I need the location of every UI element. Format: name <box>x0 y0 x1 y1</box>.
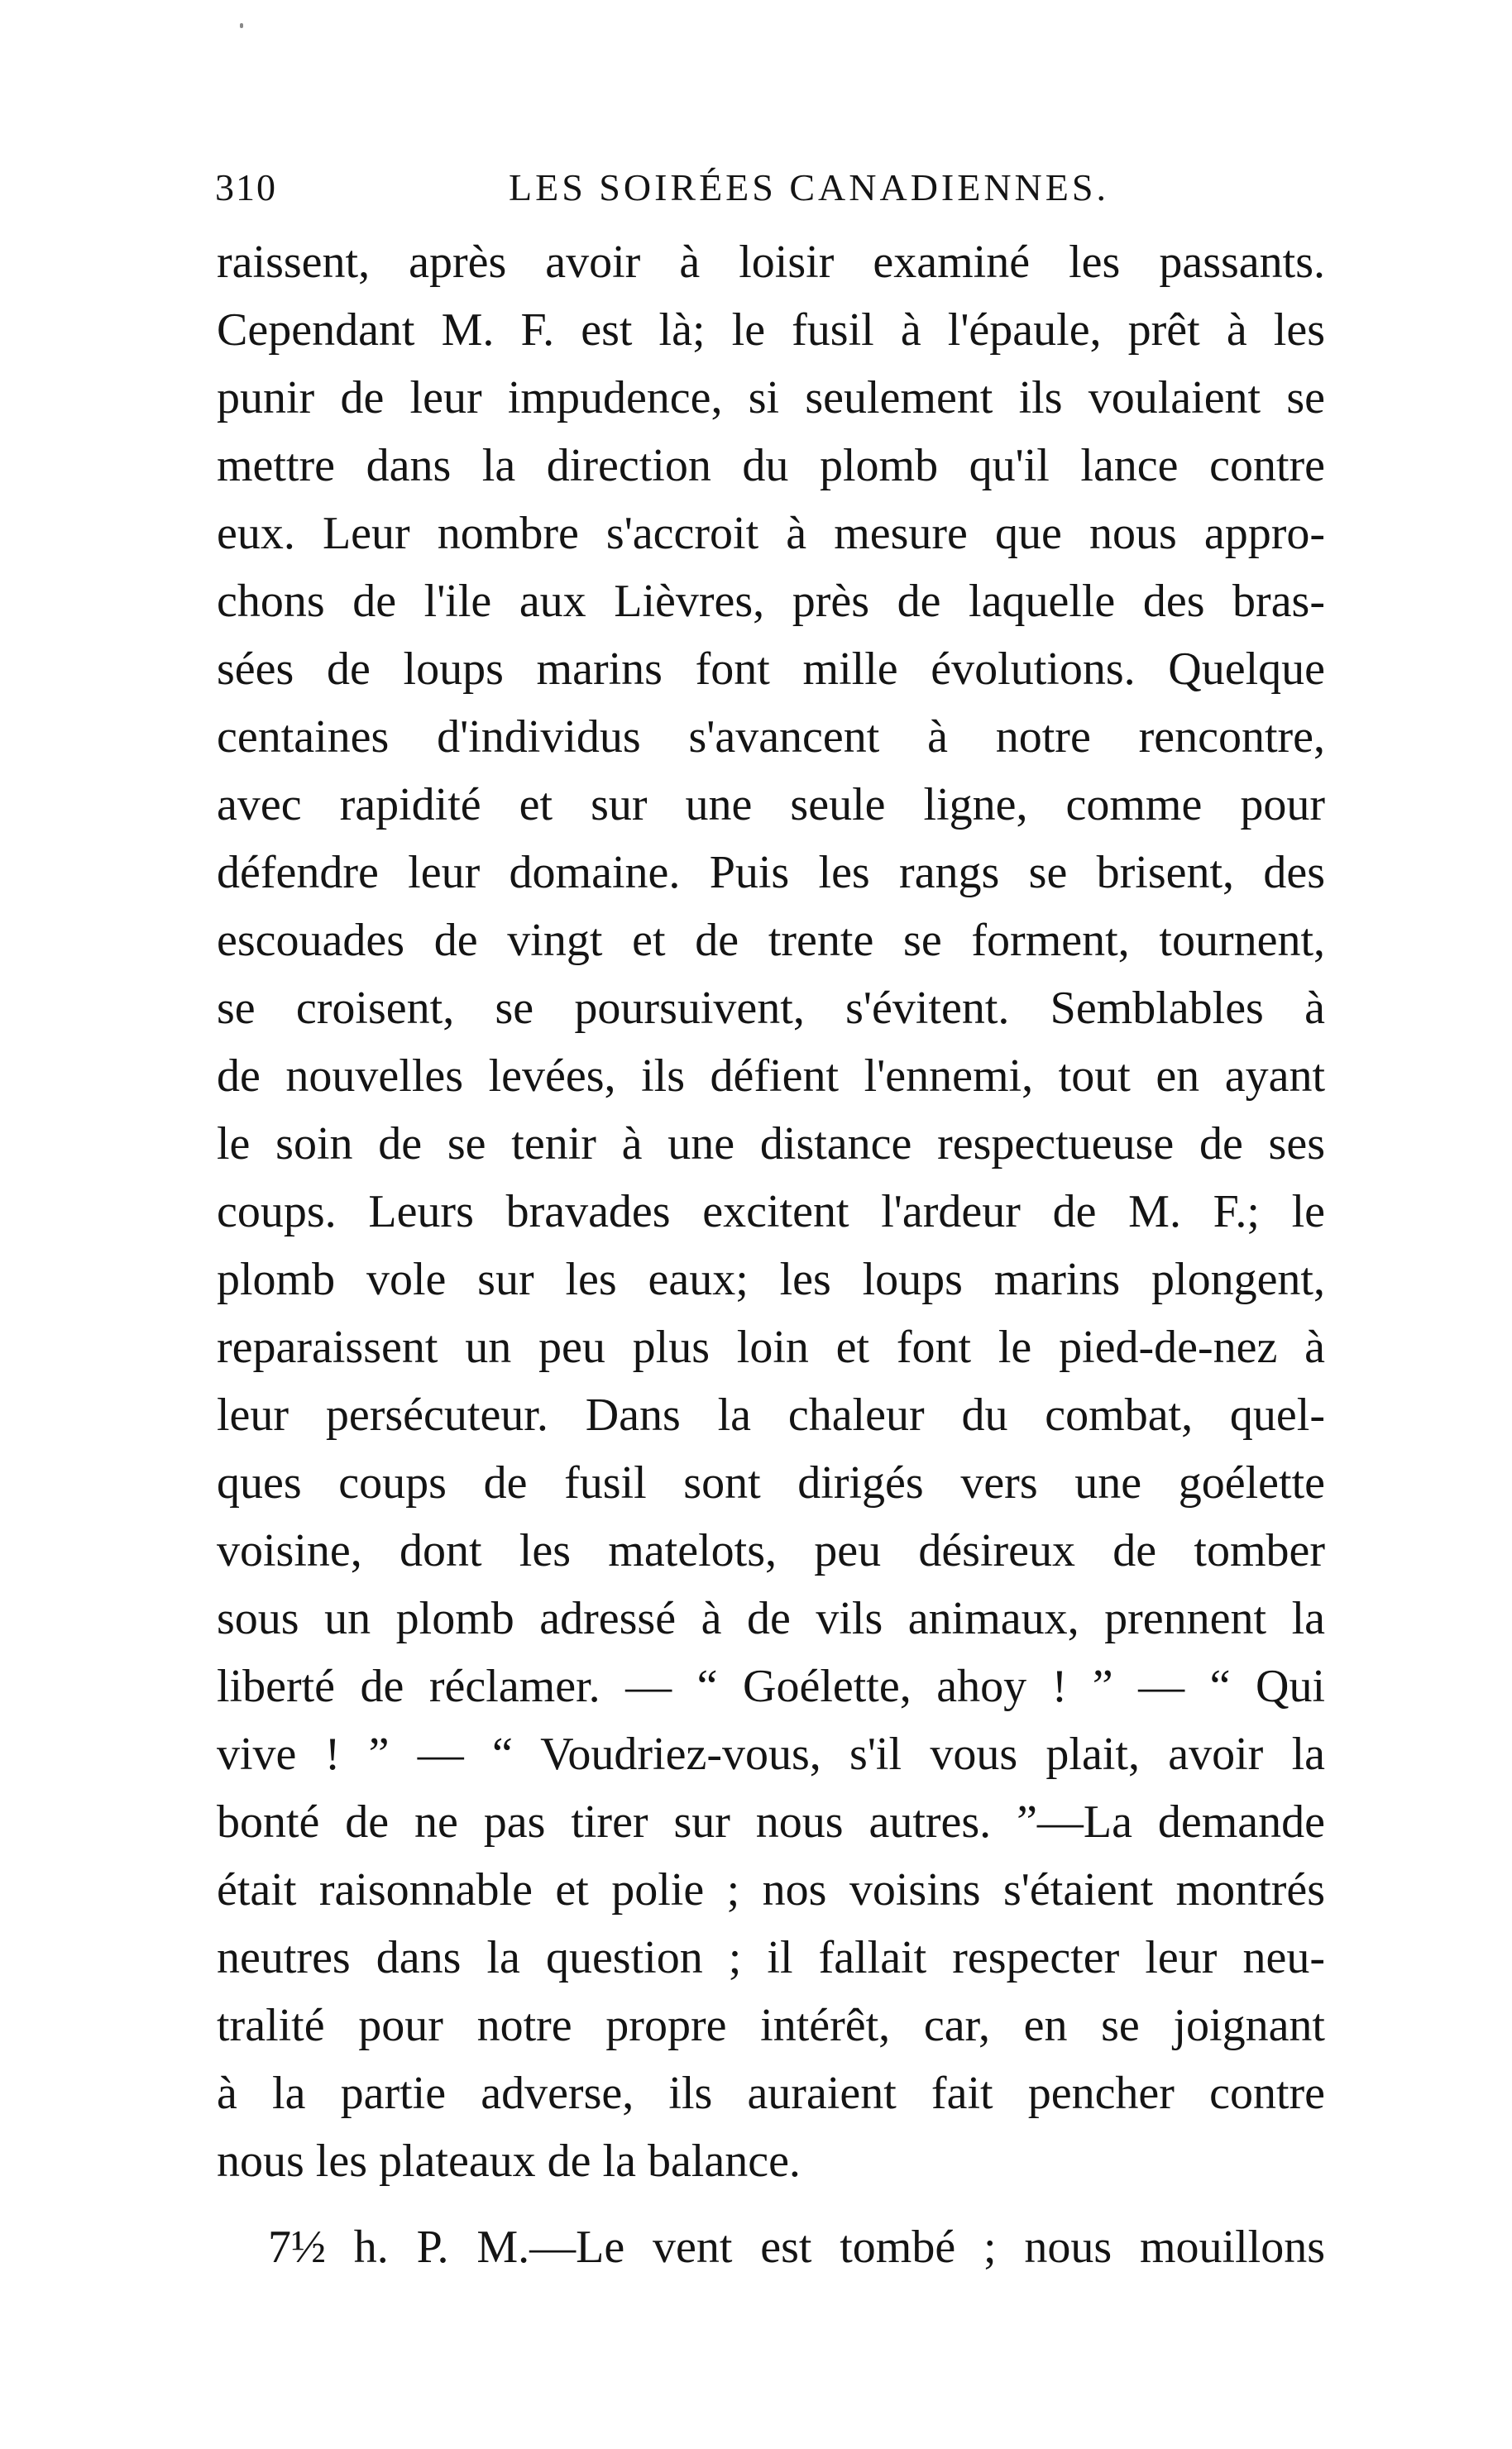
text-line: neutres dans la question ; il fallait respecter leur neu- <box>217 1932 1325 1983</box>
text-line: plomb vole sur les eaux; les loups marins plongent, <box>217 1254 1325 1305</box>
text-line: défendre leur domaine. Puis les rangs se brisent, des <box>217 847 1325 898</box>
text-line: punir de leur impudence, si seulement ils voulaient se <box>217 372 1325 423</box>
text-line: le soin de se tenir à une distance respectueuse de ses <box>217 1118 1325 1169</box>
text-line: eux. Leur nombre s'accroit à mesure que nous appro- <box>217 508 1325 559</box>
text-line: bonté de ne pas tirer sur nous autres. ”—La demande <box>217 1796 1325 1848</box>
running-title: LES SOIRÉES CANADIENNES. <box>509 166 1109 208</box>
text-line: voisine, dont les matelots, peu désireux de tomber <box>217 1525 1325 1576</box>
text-line: leur persécuteur. Dans la chaleur du combat, quel- <box>217 1390 1325 1441</box>
body-text <box>217 228 1325 2281</box>
text-line: coups. Leurs bravades excitent l'ardeur de M. F.; le <box>217 1186 1325 1237</box>
text-line: centaines d'individus s'avancent à notre rencontre, <box>217 711 1325 763</box>
text-line: Cependant M. F. est là; le fusil à l'épaule, prêt à les <box>217 304 1325 356</box>
text-line: chons de l'ile aux Lièvres, près de laquelle des bras- <box>217 576 1325 627</box>
speck-mark <box>240 23 243 28</box>
text-line: avec rapidité et sur une seule ligne, comme pour <box>217 779 1325 830</box>
text-line: 7½ h. P. M.—Le vent est tombé ; nous mouillons <box>268 2222 1325 2273</box>
text-line: escouades de vingt et de trente se forment, tournent, <box>217 915 1325 966</box>
text-line: reparaissent un peu plus loin et font le pied-de-nez à <box>217 1322 1325 1373</box>
text-line: tralité pour notre propre intérêt, car, en se joignant <box>217 2000 1325 2051</box>
text-line: liberté de réclamer. — “ Goélette, ahoy ! ” — “ Qui <box>217 1661 1325 1712</box>
text-line: sous un plomb adressé à de vils animaux, prennent la <box>217 1593 1325 1644</box>
text-line: nous les plateaux de la balance. <box>217 2136 801 2187</box>
paragraph-1 <box>217 228 1325 2195</box>
text-line: mettre dans la direction du plomb qu'il lance contre <box>217 440 1325 491</box>
text-line: vive ! ” — “ Voudriez-vous, s'il vous plait, avoir la <box>217 1729 1325 1780</box>
text-line: raissent, après avoir à loisir examiné les passants. <box>217 237 1325 288</box>
text-line: de nouvelles levées, ils défient l'ennemi, tout en ayant <box>217 1050 1325 1102</box>
paragraph-2 <box>217 2213 1325 2281</box>
page-number: 310 <box>215 166 277 208</box>
text-line: sées de loups marins font mille évolutions. Quelque <box>217 643 1325 695</box>
paragraph-gap <box>217 2195 1325 2213</box>
text-line: ques coups de fusil sont dirigés vers une goélette <box>217 1457 1325 1509</box>
running-header <box>215 165 1323 223</box>
text-line: était raisonnable et polie ; nos voisins s'étaient montrés <box>217 1864 1325 1916</box>
text-line: se croisent, se poursuivent, s'évitent. Semblables à <box>217 983 1325 1034</box>
text-line: à la partie adverse, ils auraient fait pencher contre <box>217 2068 1325 2119</box>
